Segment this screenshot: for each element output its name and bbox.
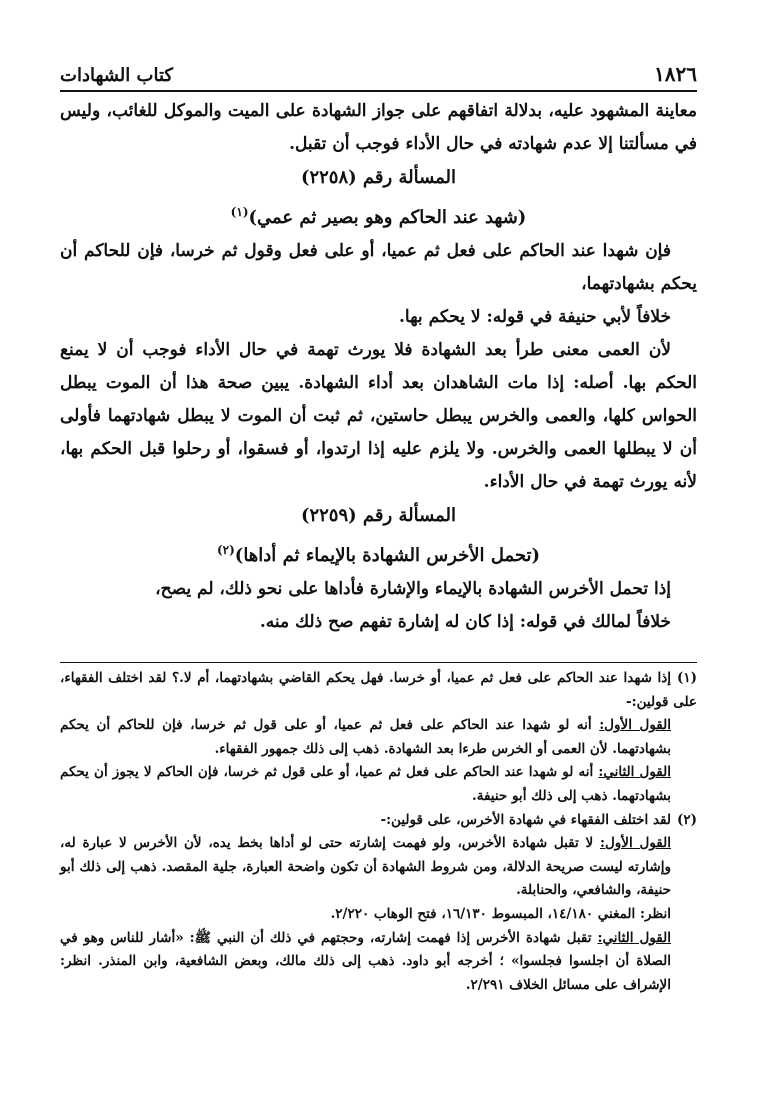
issue-heading-text: (شهد عند الحاكم وهو بصير ثم عمي)	[248, 207, 527, 228]
paragraph: فإن شهدا عند الحاكم على فعل ثم عميا، أو على فعل وقول ثم خرسا، فإن للحاكم أن يحكم بشهادتهما،	[60, 241, 697, 294]
opinion-label: القول الأول:	[600, 835, 671, 852]
opinion-label: القول الأول:	[599, 717, 672, 734]
paragraph: خلافاً لمالك في قوله: إذا كان له إشارة تفهم صح ذلك منه.	[259, 612, 671, 632]
opinion-text: أنه لو شهدا عند الحاكم على فعل ثم عميا، أو على قول ثم خرسا، فإن للحاكم أن يحكم بشهادتهما. لأن العمى أو الخرس طرءا بعد الشهادة. ذهب إلى ذلك جمهور الفقهاء.	[60, 717, 671, 757]
issue-heading	[60, 195, 697, 235]
opinion-label: القول الثاني:	[597, 929, 671, 946]
footnote-opinion	[60, 832, 697, 903]
footnote	[60, 809, 697, 833]
opinion-text: تقبل شهادة الأخرس إذا فهمت إشارته، وحجتهم في ذلك أن النبي ﷺ: «أشار للناس وهو في الصلاة أن اجلسوا فجلسوا» ؛ أخرجه أبو داود. ذهب إلى ذلك مالك، وبعض الشافعية، وابن المنذر. انظر: الإشراف على مسائل الخلاف ٢/٢٩١.	[60, 929, 671, 993]
footnote-ref: (١)	[230, 205, 249, 219]
footnote-opinion	[60, 761, 697, 808]
footnote-ref: (٢)	[216, 543, 235, 557]
paragraph: لأن العمى معنى طرأ بعد الشهادة فلا يورث تهمة في حال الأداء فوجب أن لا يمنع الحكم بها. أصله: إذا مات الشاهدان بعد أداء الشهادة. يبين صحة هذا أن الموت يبطل الحواس كلها، والعمى والخرس يبطل حاستين، ثم ثبت أن الموت لا يبطل شهادتهما فأولى أن لا يبطلها العمى والخرس. ولا يلزم عليه إذا ارتدوا، أو فسقوا، أو رحلوا قبل الحكم بها، لأنه يورث تهمة في حال الأداء.	[60, 340, 697, 492]
footnote-opinion	[60, 927, 697, 998]
main-text	[60, 95, 697, 639]
opinion-label: القول الثاني:	[598, 764, 671, 781]
page-header	[60, 58, 697, 92]
footnote-opinion	[60, 714, 697, 761]
footnotes	[60, 662, 697, 997]
page-number: ١٨٢٦	[654, 62, 697, 86]
paragraph: خلافاً لأبي حنيفة في قوله: لا يحكم بها.	[398, 307, 671, 327]
paragraph: معاينة المشهود عليه، بدلالة اتفاقهم على جواز الشهادة على الميت والموكل للغائب، وليس في مسألتنا إلا عدم شهادته في حال الأداء فوجب أن تقبل.	[60, 101, 697, 154]
footnote-text: إذا شهدا عند الحاكم على فعل ثم عميا، أو خرسا. فهل يحكم القاضي بشهادتهما، أم لا.؟ لقد اختلف الفقهاء، على قولين:-	[60, 670, 697, 710]
footnote-reference: انظر: المغني ١٤/١٨٠، المبسوط ١٦/١٣٠، فتح الوهاب ٢/٢٢٠.	[330, 905, 671, 922]
issue-title: المسألة رقم (٢٢٥٩)	[300, 505, 457, 526]
footnote-marker: (٢)	[676, 811, 697, 828]
issue-heading	[60, 533, 697, 573]
issue-heading-text: (تحمل الأخرس الشهادة بالإيماء ثم أداها)	[234, 545, 541, 566]
footnote-text: لقد اختلف الفقهاء في شهادة الأخرس، على قولين:-	[380, 811, 671, 828]
opinion-text: أنه لو شهدا عند الحاكم على فعل ثم عميا، أو على قول ثم خرسا، فإن الحاكم لا يجوز أن يحكم بشهادتهما. ذهب إلى ذلك أبو حنيفة.	[60, 764, 671, 804]
footnote-marker: (١)	[676, 670, 697, 686]
book-title: كتاب الشهادات	[60, 65, 173, 86]
opinion-text: لا تقبل شهادة الأخرس، ولو فهمت إشارته حتى لو أداها بخط يده، لأن الأخرس لا عبارة له، وإشارته ليست صريحة الدلالة، ومن شروط الشهادة أن تكون واضحة العبارة، جلية المقصد. ذهب إلى ذلك أبو حنيفة، والشافعي، والحنابلة.	[60, 835, 671, 899]
paragraph: إذا تحمل الأخرس الشهادة بالإيماء والإشارة فأداها على نحو ذلك، لم يصح،	[155, 579, 671, 599]
footnote	[60, 667, 697, 714]
issue-title: المسألة رقم (٢٢٥٨)	[300, 167, 457, 188]
